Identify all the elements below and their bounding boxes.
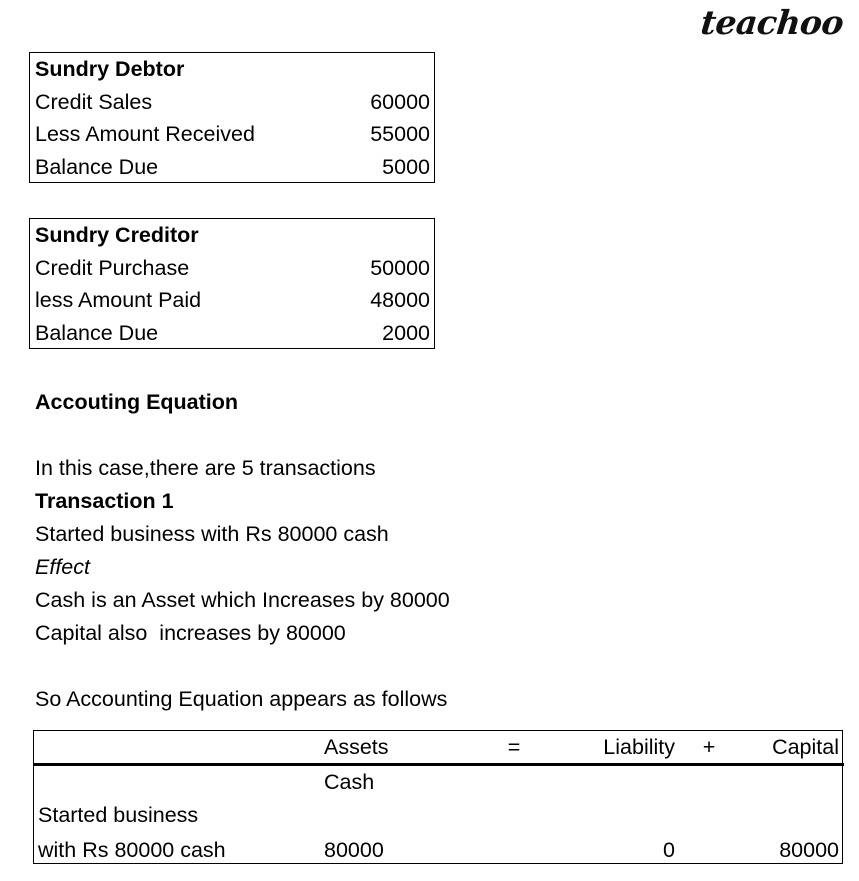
subheader-plus [679, 765, 739, 799]
row-0-equals [484, 833, 544, 867]
sundry-creditor-row-0-label: Credit Purchase [35, 255, 190, 280]
sundry-debtor-row-0-value: 60000 [370, 89, 430, 114]
transaction-1-label: Transaction 1 [35, 489, 174, 513]
subheader-capital [739, 765, 844, 799]
table-row [34, 799, 844, 833]
transaction-1-description: Started business with Rs 80000 cash [35, 522, 389, 546]
sundry-debtor-grid [30, 53, 434, 183]
header-equals-sign: = [484, 731, 544, 765]
row-0-assets-spacer [314, 799, 484, 833]
header-plus-sign: + [679, 731, 739, 765]
closing-text: So Accounting Equation appears as follows [35, 687, 448, 711]
table-row [30, 284, 434, 317]
teachoo-brand-logo: teachoo [698, 3, 846, 42]
sundry-creditor-table [29, 218, 435, 349]
sundry-creditor-title: Sundry Creditor [35, 223, 199, 247]
header-assets: Assets [314, 731, 484, 765]
spacer-line-1 [35, 419, 735, 452]
effect-line-2: Capital also increases by 80000 [35, 621, 346, 645]
row-0-liability-spacer [544, 799, 679, 833]
row-0-assets-value: 80000 [324, 837, 384, 862]
header-liability: Liability [544, 731, 679, 765]
sundry-debtor-row-0-label: Credit Sales [35, 89, 153, 114]
row-0-plus [679, 833, 739, 867]
sundry-debtor-title: Sundry Debtor [35, 57, 185, 81]
table-row [30, 252, 434, 285]
table-row [30, 86, 434, 119]
sundry-debtor-row-1-label: Less Amount Received [35, 122, 255, 146]
table-row [30, 317, 434, 350]
sundry-creditor-grid [30, 219, 434, 349]
accounting-equation-table [33, 730, 843, 864]
sundry-creditor-row-2-value: 2000 [382, 320, 430, 345]
narrative-text-block [35, 386, 735, 716]
sundry-creditor-row-2-label: Balance Due [35, 320, 159, 345]
spacer-line-2 [35, 650, 735, 683]
sundry-creditor-row-1-value: 48000 [370, 288, 430, 312]
effect-label: Effect [35, 555, 90, 579]
table-row [34, 833, 844, 867]
row-0-particulars-line2: with Rs 80000 cash [38, 837, 226, 862]
row-0-liability-value: 0 [663, 837, 675, 862]
accounting-equation-heading: Accouting Equation [35, 390, 239, 414]
sundry-creditor-row-0-value: 50000 [370, 255, 430, 280]
table-row [30, 219, 434, 252]
row-0-equals-spacer [484, 799, 544, 833]
header-capital: Capital [739, 731, 844, 765]
accounting-equation-grid [34, 731, 844, 867]
subheader-assets-cash: Cash [324, 770, 375, 794]
row-0-capital-spacer [739, 799, 844, 833]
sundry-debtor-table [29, 52, 435, 183]
table-row [30, 151, 434, 184]
subheader-equals [484, 765, 544, 799]
header-particulars [34, 731, 314, 765]
effect-line-1: Cash is an Asset which Increases by 80000 [35, 588, 450, 612]
sundry-creditor-row-1-label: less Amount Paid [35, 288, 202, 312]
table-row [30, 53, 434, 86]
row-0-capital-value: 80000 [779, 837, 839, 862]
row-0-particulars-line1: Started business [38, 802, 199, 827]
sundry-debtor-row-1-value: 55000 [370, 122, 430, 146]
intro-text: In this case,there are 5 transactions [35, 456, 376, 480]
table-subheader-row [34, 765, 844, 799]
sundry-debtor-row-2-label: Balance Due [35, 154, 159, 179]
subheader-particulars [34, 765, 314, 799]
row-0-plus-spacer [679, 799, 739, 833]
table-header-row [34, 731, 844, 765]
subheader-liability [544, 765, 679, 799]
sundry-debtor-row-2-value: 5000 [382, 154, 430, 179]
table-row [30, 118, 434, 151]
